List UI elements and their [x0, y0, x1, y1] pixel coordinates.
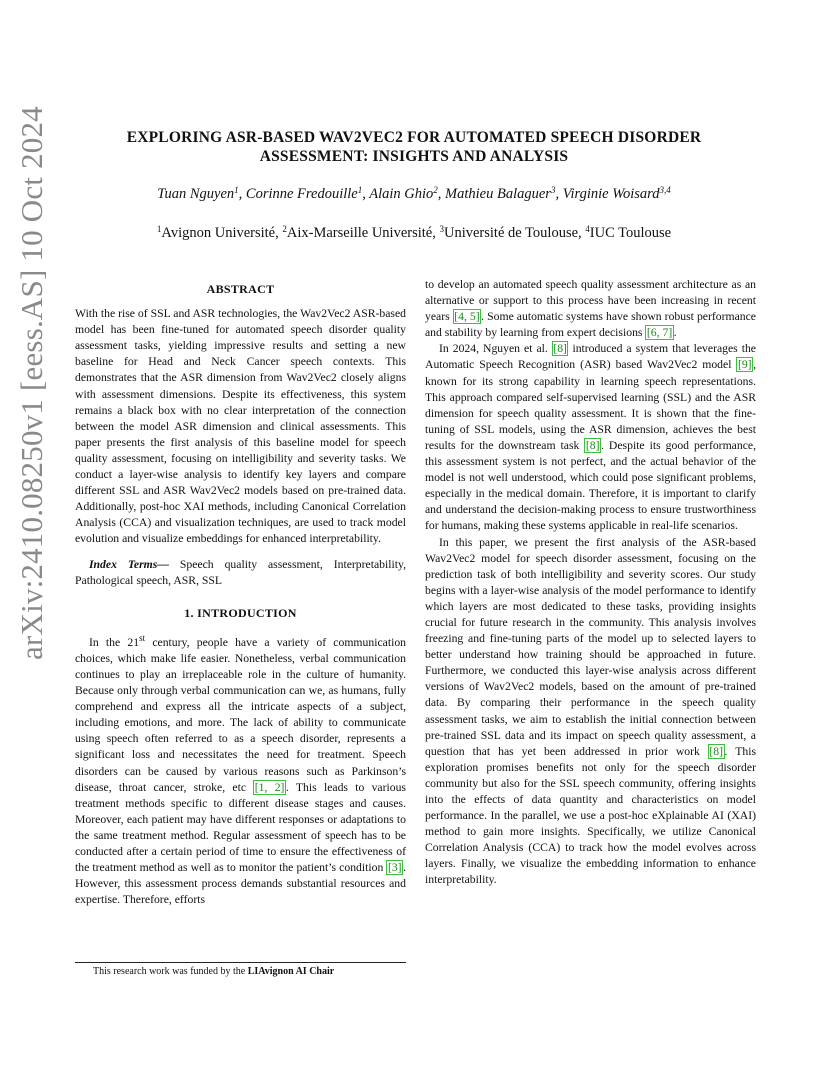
author-affil-mark: 3: [550, 185, 556, 195]
text-run: . This leads to various treatment methods specific to different disease stages and causes. Moreover, each patient may have different responses or adaptations to the same treatment method. Regular assessment of speech has to be conducted after a certain period of time to ensure the effectiveness of the treatment method as well as to monitor the patient’s condition: [75, 780, 406, 875]
author-affil-mark: 2: [433, 185, 438, 195]
author-list: Tuan Nguyen$^1$, Corinne Fredouille$^1$, Alain Ghio$^2$, Mathieu Balaguer$^3$, Virginie Woisard$^{3,4}$: [157, 185, 671, 202]
author-name: Tuan Nguyen: [157, 186, 235, 202]
text-run: In 2024, Nguyen et al.: [439, 342, 552, 356]
intro-paragraph-continued: [425, 277, 756, 341]
text-run: . This exploration promises benefits not only for the speech disorder community but also for the SSL speech community, offering insights into the effects of data quantity and characteristics on model performance. In the parallel, we use a post-hoc eXplainable AI (XAI) method to gain more insights. Specifically, we utilize Canonical Correlation Analysis (CCA) to track how the model evolves across layers. Finally, we visualize the embedding information to enhance interpretability.: [425, 744, 756, 887]
intro-paragraph: [425, 341, 756, 534]
affil-mark: 3: [439, 224, 444, 234]
footnote-chair-name: LIAvignon AI Chair: [247, 966, 335, 977]
text-run: In the 21: [89, 635, 140, 649]
text-run: In this paper, we present the first analysis of the ASR-based Wav2Vec2 model for speech disorder assessment, focusing on the prediction task of both intelligibility and severity scores. Our study begins with a layer-wise analysis of the model performance to identify which layers are most dedicated to these tasks, providing insights crucial for future research in the community. This analysis involves freezing and fine-tuning parts of the model up to selected layers to better understand how training should be approached in future. Furthermore, we conducted this layer-wise analysis across different versions of Wav2Vec2 models, based on the amount of pre-trained data. By comparing their performance in the speech quality assessment tasks, we aim to establish the initial connection between pre-trained SSL data and its impact on speech quality assessment, a question that has yet been addressed in prior work: [425, 535, 756, 758]
right-column: [425, 277, 756, 889]
author-name: Virginie Woisard: [562, 186, 660, 202]
text-run: , known for its strong capability in learning speech representations. This approach compared self-supervised learning (SSL) and the ASR dimension for speech quality assessment. It is shown that the fine-tuning of SSL models, using the ASR dimension, achieves the best results for the downstream task: [425, 358, 756, 452]
index-terms-text: Speech quality assessment, Interpretability, Pathological speech, ASR, SSL: [75, 557, 406, 587]
affiliation: IUC Toulouse: [589, 225, 672, 241]
citation-link[interactable]: [4, 5]: [454, 310, 480, 324]
abstract-heading: ABSTRACT: [206, 282, 275, 296]
affiliation: Université de Toulouse: [444, 225, 579, 241]
text-run: . Some automatic systems have shown robust performance and stability by learning from expert decisions: [425, 310, 756, 340]
affiliation: Aix-Marseille Université: [286, 225, 433, 241]
author-affil-mark: 1: [234, 185, 239, 195]
text-run: .: [673, 326, 677, 340]
affil-mark: 2: [282, 224, 287, 234]
text-run: . Despite its good performance, this assessment system is not perfect, and the actual behavior of the model is not well understood, which could pose significant problems, especially in the medical domain. Therefore, it is important to clarify and understand the decision-making process to ensure trustworthiness for humans, making these systems applicable in real-life scenarios.: [425, 438, 756, 533]
ordinal-suffix: st: [139, 632, 146, 643]
text-run: . However, this assessment process demands substantial resources and expertise. Therefore, efforts: [75, 861, 406, 907]
title-line-1: EXPLORING ASR-BASED WAV2VEC2 FOR AUTOMATED SPEECH DISORDER: [126, 129, 702, 146]
author-affil-mark: 1: [357, 185, 363, 195]
citation-link[interactable]: [1, 2]: [254, 780, 285, 794]
citation-link[interactable]: [3]: [387, 861, 402, 875]
affil-mark: 1: [156, 224, 162, 234]
affiliation-list: $^1$Avignon Université, $^2$Aix-Marseille Université, $^3$Université de Toulouse, $^4$IUC Toulouse: [156, 224, 672, 241]
funding-footnote: [75, 962, 406, 977]
index-terms-label: Index Terms—: [89, 557, 169, 571]
intro-paragraph: [425, 535, 756, 889]
title-line-2: ASSESSMENT: INSIGHTS AND ANALYSIS: [259, 148, 569, 165]
arxiv-identifier: arXiv:2410.08250v1 [eess.AS] 10 Oct 2024: [14, 106, 49, 660]
footnote-text: This research work was funded by the: [93, 966, 248, 977]
affil-mark: 4: [585, 224, 590, 234]
text-run: to develop an automated speech quality assessment architecture as an alternative or support to this process have been increasing in recent years: [425, 278, 756, 324]
affiliation: Avignon Université: [161, 225, 276, 241]
text-run: century, people have a variety of communication choices, which make life easier. Nonetheless, verbal communication continues to play an irreplaceable role in the culture of humanity. Because only through verbal communication can we, as humans, fully comprehend and express all the intricate aspects of a subject, including emotions, and more. The lack of ability to communicate using speech often referred to as a speech disorder, represents a significant loss and necessitates the need for treatment. Speech disorders can be caused by various reasons such as Parkinson’s disease, throat cancer, stroke, etc: [75, 635, 407, 794]
intro-paragraph: [75, 632, 407, 909]
introduction-heading: 1. INTRODUCTION: [184, 605, 297, 620]
author-name: Mathieu Balaguer: [445, 186, 551, 202]
index-terms: [75, 557, 406, 589]
left-column: [75, 281, 406, 908]
author-name: Corinne Fredouille: [245, 186, 358, 202]
text-run: introduced a system that leverages the Automatic Speech Recognition (ASR) based Wav2Vec2 model: [425, 342, 756, 372]
author-name: Alain Ghio: [369, 186, 434, 202]
citation-link[interactable]: [8]: [585, 438, 600, 452]
citation-link[interactable]: [8]: [553, 342, 567, 356]
paper-title: [70, 128, 758, 166]
citation-link[interactable]: [6, 7]: [646, 326, 673, 340]
abstract-body: With the rise of SSL and ASR technologies, the Wav2Vec2 ASR-based model has been fine-tuned for automated speech disorder quality assessment tasks, yielding impressive results and setting a new baseline for Head and Neck Cancer speech contexts. This demonstrates that the ASR dimension from Wav2Vec2 closely aligns with assessment dimensions. Despite its effectiveness, this system remains a black box with no clear interpretation of the connection between the model ASR dimension and clinical assessments. This paper presents the first analysis of this baseline model for speech quality assessment, focusing on intelligibility and severity tasks. We conduct a layer-wise analysis to identify key layers and compare different SSL and ASR Wav2Vec2 models based on pre-trained data. Additionally, post-hoc XAI methods, including Canonical Correlation Analysis (CCA) and visualization techniques, are used to track model evolution and visualize embeddings for enhanced interpretability.: [75, 307, 406, 546]
citation-link[interactable]: [8]: [709, 744, 724, 758]
author-affil-mark: 3,4: [659, 185, 671, 195]
citation-link[interactable]: [9]: [737, 358, 752, 372]
